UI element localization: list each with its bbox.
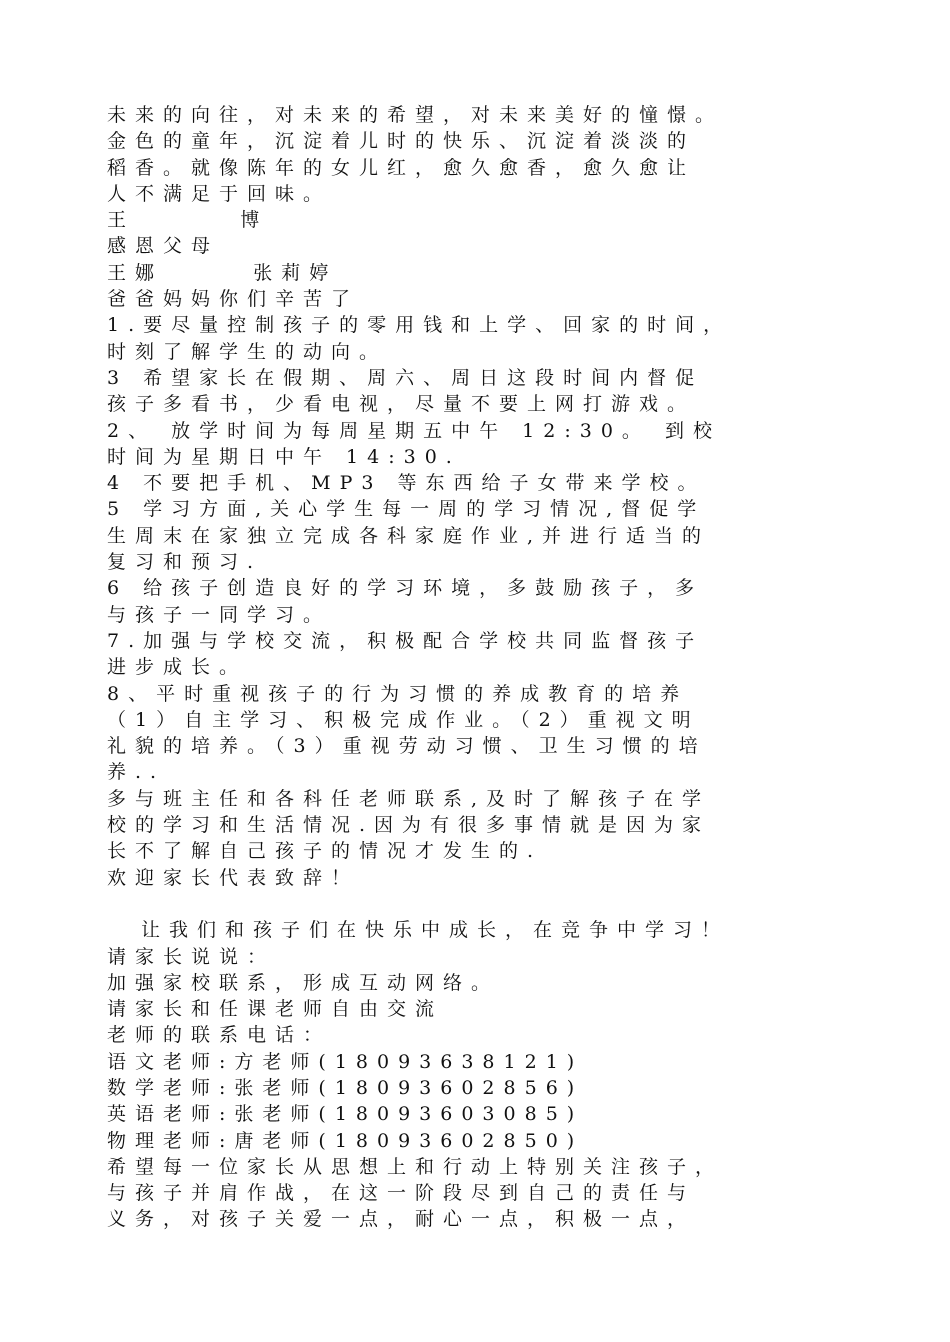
text-line-1: 未来的向往，对未来的希望，对未来美好的憧憬。	[107, 104, 724, 126]
text-line-19: 6 给孩子创造良好的学习环境，多鼓励孩子，多	[107, 577, 704, 600]
document-body	[107, 102, 877, 1233]
contact-english-teacher: 英语老师:张老师(18093603085)	[107, 1103, 584, 1126]
contact-math-teacher: 数学老师:张老师(18093602856)	[107, 1076, 584, 1099]
text-line-3: 稻香。就像陈年的女儿红，愈久愈香，愈久愈让	[107, 156, 696, 179]
text-line-34: 加强家校联系，形成互动网络。	[107, 971, 500, 994]
text-line-28: 校的学习和生活情况.因为有很多事情就是因为家	[107, 814, 711, 837]
text-line-26: 养..	[107, 761, 166, 784]
text-line-9: 1.要尽量控制孩子的零用钱和上学、回家的时间，	[107, 314, 732, 337]
text-line-30: 欢迎家长代表致辞！	[107, 866, 360, 889]
author-line-2: 王娜 张莉婷	[107, 261, 338, 284]
text-line-20: 与孩子一同学习。	[107, 603, 332, 626]
section-heading-2: 爸爸妈妈你们辛苦了	[107, 288, 360, 311]
contact-heading: 老师的联系电话：	[107, 1024, 332, 1047]
text-line-35: 请家长和任课老师自由交流	[107, 998, 444, 1021]
blank-line	[107, 891, 877, 917]
author-line-1: 王 博	[107, 209, 269, 232]
text-line-29: 长不了解自己孩子的情况才发生的.	[107, 840, 543, 863]
text-line-10: 时刻了解学生的动向。	[107, 340, 388, 363]
contact-chinese-teacher: 语文老师:方老师(18093638121)	[107, 1050, 584, 1073]
text-line-11: 3 希望家长在假期、周六、周日这段时间内督促	[107, 366, 704, 389]
text-line-4: 人不满足于回味。	[107, 182, 332, 205]
text-line-32: 让我们和孩子们在快乐中成长，在竞争中学习！	[141, 919, 730, 942]
text-line-2: 金色的童年，沉淀着儿时的快乐、沉淀着淡淡的	[107, 130, 696, 153]
text-line-18: 复习和预习.	[107, 551, 263, 574]
text-line-41: 希望每一位家长从思想上和行动上特别关注孩子，	[107, 1155, 724, 1178]
text-line-42: 与孩子并肩作战，在这一阶段尽到自己的责任与	[107, 1182, 696, 1205]
text-line-22: 进步成长。	[107, 656, 248, 679]
text-line-16: 5 学习方面,关心学生每一周的学习情况,督促学	[107, 498, 706, 521]
text-line-14: 时间为星期日中午 14:30.	[107, 445, 461, 468]
text-line-24: （1）自主学习、积极完成作业。（2）重视文明	[107, 708, 700, 731]
text-line-17: 生周末在家独立完成各科家庭作业,并进行适当的	[107, 524, 711, 547]
text-line-25: 礼貌的培养。（3）重视劳动习惯、卫生习惯的培	[107, 735, 707, 758]
contact-physics-teacher: 物理老师:唐老师(18093602850)	[107, 1129, 584, 1152]
text-line-21: 7.加强与学校交流，积极配合学校共同监督孩子	[107, 629, 704, 652]
text-line-15: 4 不要把手机、MP3 等东西给子女带来学校。	[107, 472, 706, 495]
text-line-27: 多与班主任和各科任老师联系,及时了解孩子在学	[107, 787, 711, 810]
text-line-13: 2、 放学时间为每周星期五中午 12:30。 到校	[107, 419, 721, 442]
text-line-23: 8、平时重视孩子的行为习惯的养成教育的培养	[107, 682, 689, 705]
text-line-33: 请家长说说：	[107, 945, 276, 968]
text-line-12: 孩子多看书，少看电视，尽量不要上网打游戏。	[107, 393, 696, 416]
section-heading-1: 感恩父母	[107, 235, 220, 258]
text-line-43: 义务，对孩子关爱一点，耐心一点，积极一点，	[107, 1208, 696, 1231]
